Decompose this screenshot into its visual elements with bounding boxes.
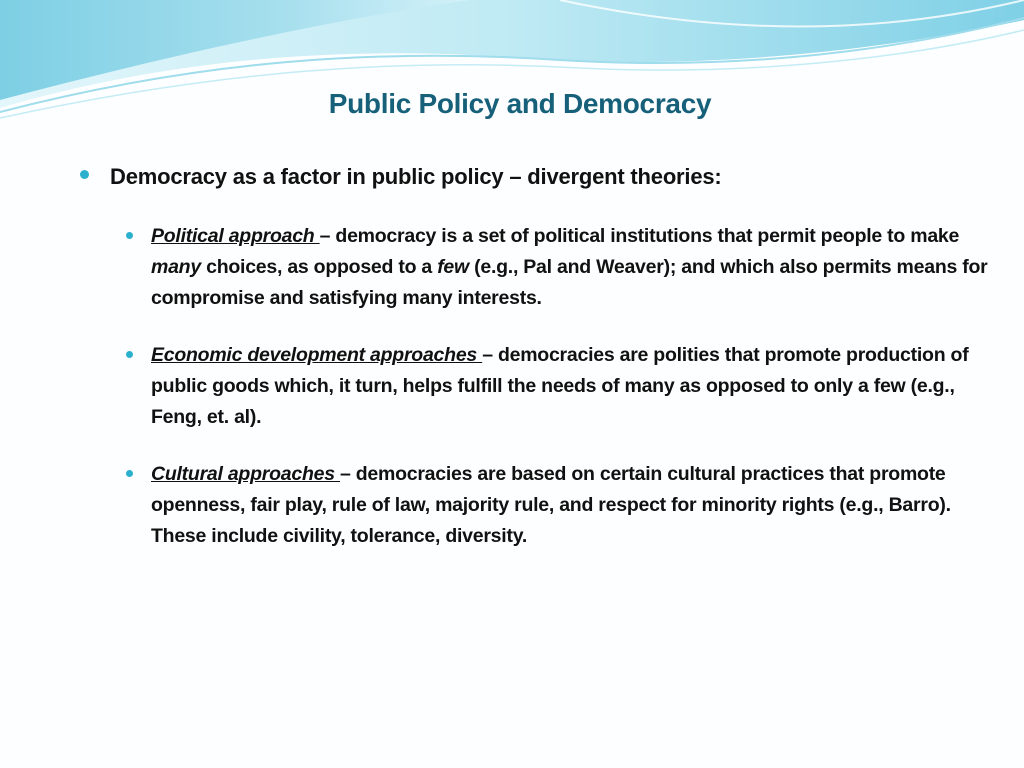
- list-item-cultural-approaches: [126, 459, 996, 552]
- cultural-approach-desc: – democracies are based on certain cultural practices that promote openness, fair play, rule of law, majority rule, and respect for minority rights (e.g., Barro). These include civility, tolerance, diversity.: [151, 463, 951, 547]
- political-approach-desc-1: – democracy is a set of political institutions that permit people to make: [319, 225, 960, 247]
- bullet-dot-icon: [80, 170, 89, 179]
- slide-title: Public Policy and Democracy: [328, 88, 712, 119]
- main-bullet-point: [80, 162, 980, 192]
- cultural-approach-text: [151, 459, 996, 552]
- term-political-approach: Political approach: [151, 225, 320, 247]
- term-cultural-approaches: Cultural approaches: [151, 463, 340, 485]
- political-approach-desc-3: (e.g., Pal and Weaver); and which also permits means for compromise and satisfying many interests.: [151, 256, 988, 309]
- emphasis-many: many: [151, 256, 201, 278]
- economic-approach-desc: – democracies are polities that promote production of public goods which, it turn, helps fulfill the needs of many as opposed to only a few (e.g., Feng, et. al).: [151, 344, 969, 428]
- bullet-dot-icon: [126, 351, 133, 358]
- political-approach-desc-2: choices, as opposed to a: [200, 256, 438, 278]
- list-item-economic-development-approaches: [126, 340, 996, 433]
- list-item-political-approach: [126, 221, 996, 314]
- bullet-dot-icon: [126, 470, 133, 477]
- emphasis-few: few: [437, 256, 469, 278]
- approaches-list: [126, 221, 996, 578]
- term-economic-development-approaches: Economic development approaches: [151, 344, 483, 366]
- political-approach-text: [151, 221, 996, 314]
- main-bullet-text: Democracy as a factor in public policy – divergent theories:: [110, 164, 722, 189]
- bullet-dot-icon: [126, 232, 133, 239]
- economic-approach-text: [151, 340, 996, 433]
